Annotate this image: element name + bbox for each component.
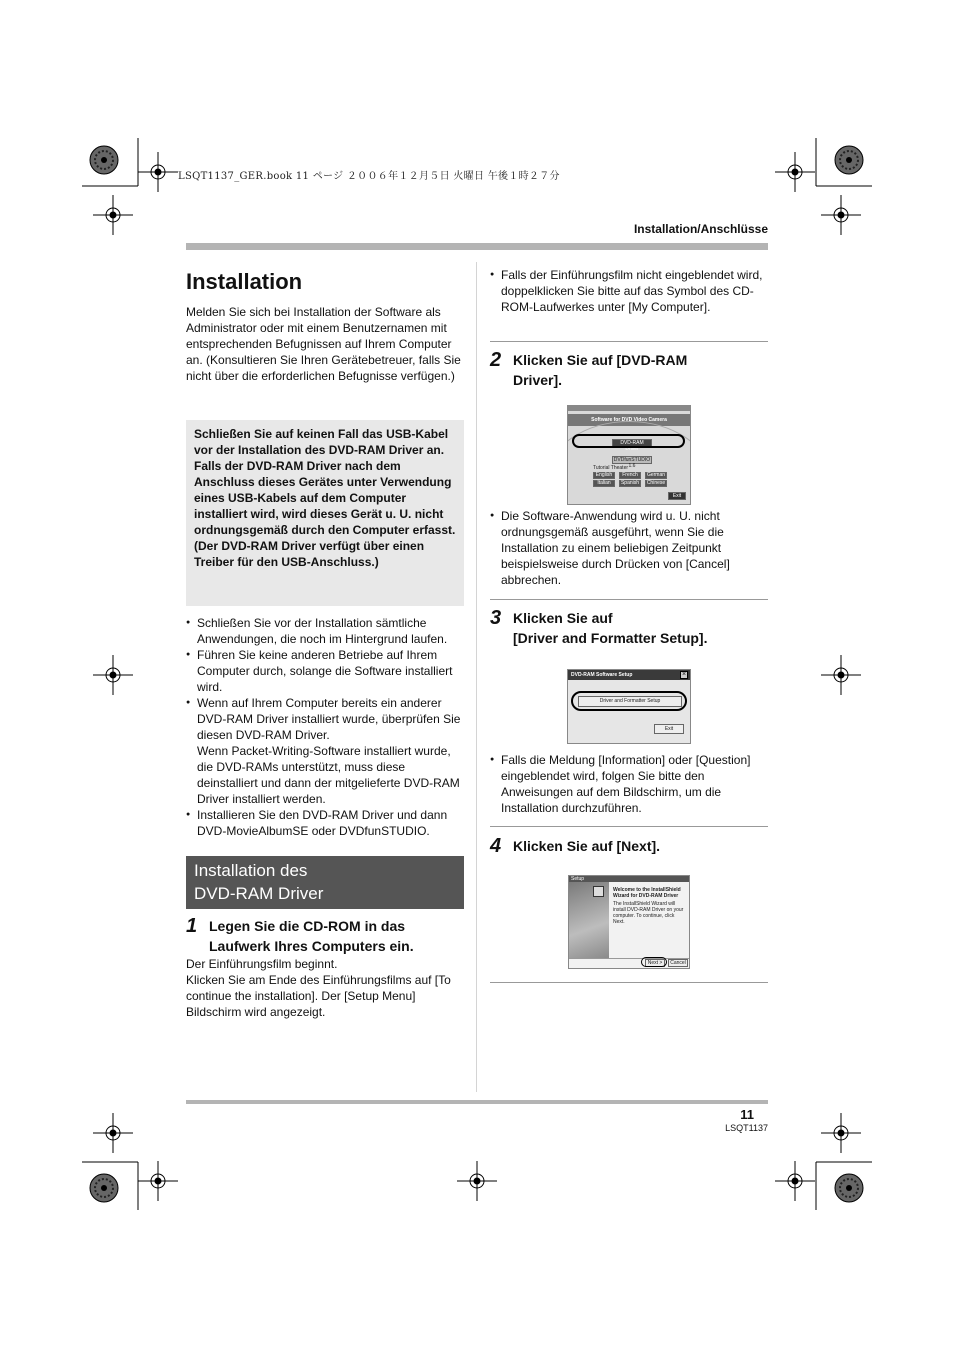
dvdfunstudio-button[interactable]: DVDfunSTUDIO 1.6 <box>613 457 651 469</box>
step-number: 2 <box>490 349 502 371</box>
step-title-line-1: Klicken Sie auf <box>513 610 613 626</box>
step-number: 4 <box>490 835 502 857</box>
step-1-heading <box>186 916 464 956</box>
separator <box>490 826 768 827</box>
step-1-text-2: Klicken Sie am Ende des Einführungsfilms auf [To continue the installation]. Der [Setup Menu] Bildschirm wird angezeigt. <box>186 973 451 1019</box>
window-titlebar: Setup <box>569 876 689 882</box>
welcome-text: The InstallShield Wizard will install DVD-RAM Driver on your computer. To continue, click Next. <box>613 901 684 925</box>
exit-button[interactable]: Exit <box>654 724 684 734</box>
running-header: Installation/Anschlüsse <box>633 222 768 236</box>
banner: Software for DVD Video Camera <box>568 414 690 426</box>
exit-button[interactable]: Exit <box>668 492 686 500</box>
step-3-heading <box>490 608 768 648</box>
step-4-heading <box>490 836 768 856</box>
top-rule <box>186 243 768 250</box>
step-2-heading <box>490 350 768 390</box>
step-title: Klicken Sie auf [DVD-RAM Driver]. <box>513 352 688 388</box>
list-item: ● Wenn auf Ihrem Computer bereits ein anderer DVD-RAM Driver installiert wurde, überprüfen Sie diesen DVD-RAM Driver. <box>186 695 464 743</box>
page-number: 11 <box>740 1107 754 1122</box>
lang-button-french[interactable]: French <box>619 472 641 479</box>
intro-film-note <box>490 267 768 315</box>
list-item: ● Die Software-Anwendung wird u. U. nicht ordnungsgemäß ausgeführt, wenn Sie die Installation zu einem beliebigen Zeitpunkt beispielsweise durch Drücken von [Cancel] abbrechen. <box>490 508 768 588</box>
separator <box>490 982 768 983</box>
list-item: ● Installieren Sie den DVD-RAM Driver und dann DVD-MovieAlbumSE oder DVDfunSTUDIO. <box>186 807 464 839</box>
list-item: ● Falls die Meldung [Information] oder [Question] eingeblendet wird, folgen Sie bitte den Anweisungen auf dem Bildschirm, um die Installation durchzuführen. <box>490 752 768 816</box>
list-item: ● Falls der Einführungsfilm nicht eingeblendet wird, doppelklicken Sie bitte auf das Symbol des CD-ROM-Laufwerkes unter [My Computer]. <box>490 267 768 315</box>
section-heading-line-2: DVD-RAM Driver <box>194 884 324 903</box>
bottom-rule <box>186 1100 768 1104</box>
highlight-circle <box>571 691 687 711</box>
print-info-line: LSQT1137_GER.book 11 ページ ２００６年１２月５日 火曜日 午後１時２７分 <box>178 171 560 182</box>
page-title: Installation <box>186 269 303 294</box>
warning-line-2: Falls der DVD-RAM Driver nach dem Anschluss dieses Gerätes unter Verwendung eines USB-Kabels auf dem Computer installiert wird, wird dieses Gerät u. U. nicht ordnungsgemäß durch den Computer erfasst. <box>194 459 456 537</box>
warning-box <box>186 420 464 606</box>
highlight-circle <box>572 434 685 448</box>
step-1-text-1: Der Einführungsfilm beginnt. <box>186 957 338 971</box>
step-number: 3 <box>490 607 502 629</box>
computer-icon <box>593 886 604 897</box>
section-heading-line-1: Installation des <box>194 861 308 880</box>
welcome-heading: Welcome to the InstallShield Wizard for DVD-RAM Driver <box>613 887 681 899</box>
lang-button-chinese[interactable]: Chinese <box>646 480 666 486</box>
lang-button-italian[interactable]: Italian <box>593 480 615 487</box>
precaution-list <box>186 615 464 839</box>
highlight-circle <box>641 957 667 967</box>
step-3-note <box>490 752 768 816</box>
installshield-wizard-screenshot <box>568 875 690 969</box>
next-button[interactable]: Next > <box>645 959 665 967</box>
step-number: 1 <box>186 915 198 937</box>
lang-button-german[interactable]: German <box>646 472 666 478</box>
tutorial-label: Tutorial Theater <box>593 465 629 471</box>
model-number: LSQT1137 <box>725 1123 768 1133</box>
lang-button-spanish[interactable]: Spanish <box>620 480 640 486</box>
separator <box>490 599 768 600</box>
setup-menu-screenshot <box>567 405 691 505</box>
warning-line-1: Schließen Sie auf keinen Fall das USB-Kabel vor der Installation des DVD-RAM Driver an. <box>194 427 449 457</box>
dvd-ram-setup-screenshot <box>567 669 691 744</box>
list-item: ● Führen Sie keine anderen Betriebe auf Ihrem Computer durch, solange die Software installiert wird. <box>186 647 464 695</box>
section-heading <box>186 856 464 909</box>
column-divider <box>476 262 477 1092</box>
window-titlebar: DVD-RAM Software Setup <box>568 670 690 680</box>
list-item: ● Schließen Sie vor der Installation sämtliche Anwendungen, die noch im Hintergrund laufen. <box>186 615 464 647</box>
dvd-ram-driver-button[interactable]: DVD-RAM Driver <box>612 439 652 447</box>
driver-formatter-setup-button[interactable]: Driver and Formatter Setup <box>578 696 682 707</box>
step-title: Klicken Sie auf [Next]. <box>513 838 661 854</box>
window-titlebar <box>568 406 690 411</box>
step-title: Legen Sie die CD-ROM in das Laufwerk Ihres Computers ein. <box>209 918 414 954</box>
list-item-continuation: Wenn Packet-Writing-Software installiert wurde, die DVD-RAMs unterstützt, muss diese deinstalliert und dann der mitgelieferte DVD-RAM Driver installiert werden. <box>197 744 460 806</box>
step-2-note <box>490 508 768 588</box>
cancel-button[interactable]: Cancel <box>668 959 688 967</box>
warning-line-3: (Der DVD-RAM Driver verfügt über einen Treiber für den USB-Anschluss.) <box>194 539 425 569</box>
separator <box>490 341 768 342</box>
step-title-line-2: [Driver and Formatter Setup]. <box>513 630 708 646</box>
lang-button-english[interactable]: English <box>593 472 615 479</box>
step-title <box>513 608 707 648</box>
intro-paragraph: Melden Sie sich bei Installation der Software als Administrator oder mit einem Benutzernamen mit entsprechenden Befugnissen auf Ihrem Computer an. (Konsultieren Sie Ihren Gerätebetreuer, falls Sie nicht über die erforderlichen Befugnisse verfügen.) <box>186 305 461 383</box>
close-icon[interactable]: × <box>681 671 687 678</box>
